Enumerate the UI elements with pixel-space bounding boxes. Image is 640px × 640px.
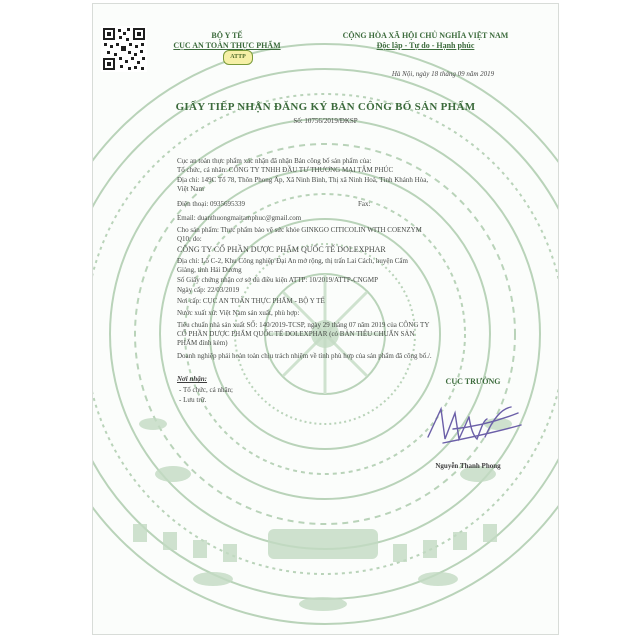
body-text — [93, 4, 558, 634]
body-line: PHẨM đính kèm) — [177, 339, 228, 347]
body-line: Q10; do: — [177, 235, 202, 243]
national-motto: Độc lập - Tự do - Hạnh phúc — [376, 41, 475, 50]
body-line: Tổ chức, cá nhân: CÔNG TY TNHH ĐẦU TƯ THƯƠNG MẠI TÂM PHÚC — [177, 166, 394, 174]
body-line: Cục an toàn thực phẩm xác nhận đã nhận Bản công bố sản phẩm của: — [177, 157, 372, 165]
body-line: Cho sản phẩm: Thực phẩm bảo vệ sức khỏe GINKGO CITICOLIN WITH COENZYM — [177, 226, 422, 234]
signer-name: Nguyễn Thanh Phong — [435, 462, 501, 470]
recipient-item: - Lưu trữ. — [179, 396, 207, 404]
recipients-heading: Nơi nhận: — [177, 375, 208, 383]
issue-date: Hà Nội, ngày 18 tháng 09 năm 2019 — [391, 70, 495, 78]
handwritten-signature — [423, 399, 533, 454]
nation-name: CỘNG HÒA XÃ HỘI CHỦ NGHĨA VIỆT NAM — [342, 31, 509, 40]
fax-label: Fax: — [358, 200, 371, 208]
body-line: Địa chỉ: Lô C-2, Khu Công nghiệp Đại An mở rộng, thị trấn Lai Cách, huyện Cẩm — [177, 257, 408, 265]
document-number: Số: 10756/2019/ĐKSP — [293, 117, 358, 125]
body-line: Việt Nam — [177, 185, 204, 193]
body-line: Nước xuất xứ: Việt Nam sản xuất, phù hợp: — [177, 309, 300, 317]
agency-logo-text: ATTP — [230, 54, 246, 60]
body-line: Điện thoại: 0935695339 — [177, 200, 246, 208]
document-title: GIẤY TIẾP NHẬN ĐĂNG KÝ BẢN CÔNG BỐ SẢN PHẨM — [175, 101, 476, 113]
body-line: Nơi cấp: CỤC AN TOÀN THỰC PHẨM - BỘ Y TẾ — [177, 297, 325, 305]
body-line: CÔNG TY CỔ PHẦN DƯỢC PHẨM QUỐC TẾ DOLEXPHAR — [177, 245, 386, 254]
agency-name: CỤC AN TOÀN THỰC PHẨM — [173, 41, 281, 50]
body-line: Ngày cấp: 22/03/2019 — [177, 286, 240, 294]
signer-role: CỤC TRƯỞNG — [445, 377, 501, 386]
body-line: Email: duanthuongmaitamphuc@gmail.com — [177, 214, 302, 222]
body-line: Tiêu chuẩn nhà sản xuất SỐ: 140/2019-TCSP, ngày 29 tháng 07 năm 2019 của CÔNG TY — [177, 321, 430, 329]
body-line: Doanh nghiệp phải hoàn toàn chịu trách nhiệm về tính phù hợp của sản phẩm đã công bố./. — [177, 352, 432, 360]
certificate-document — [92, 3, 559, 635]
body-line: Số Giấy chứng nhận cơ sở đủ điều kiện ATTP: 10/2019/ATTP-CNGMP — [177, 276, 378, 284]
ministry-name: BỘ Y TẾ — [211, 31, 243, 40]
recipient-item: - Tổ chức, cá nhân; — [179, 386, 234, 394]
body-line: Địa chỉ: 149C Tổ 78, Thôn Phong Ấp, Xã Ninh Bình, Thị xã Ninh Hoà, Tỉnh Khánh Hòa, — [177, 176, 429, 184]
body-line: CỔ PHẦN DƯỢC PHẨM QUỐC TẾ DOLEXPHAR (có BẢN TIÊU CHUẨN SẢN — [177, 330, 415, 338]
body-line: Giàng, tỉnh Hải Dương — [177, 266, 242, 274]
